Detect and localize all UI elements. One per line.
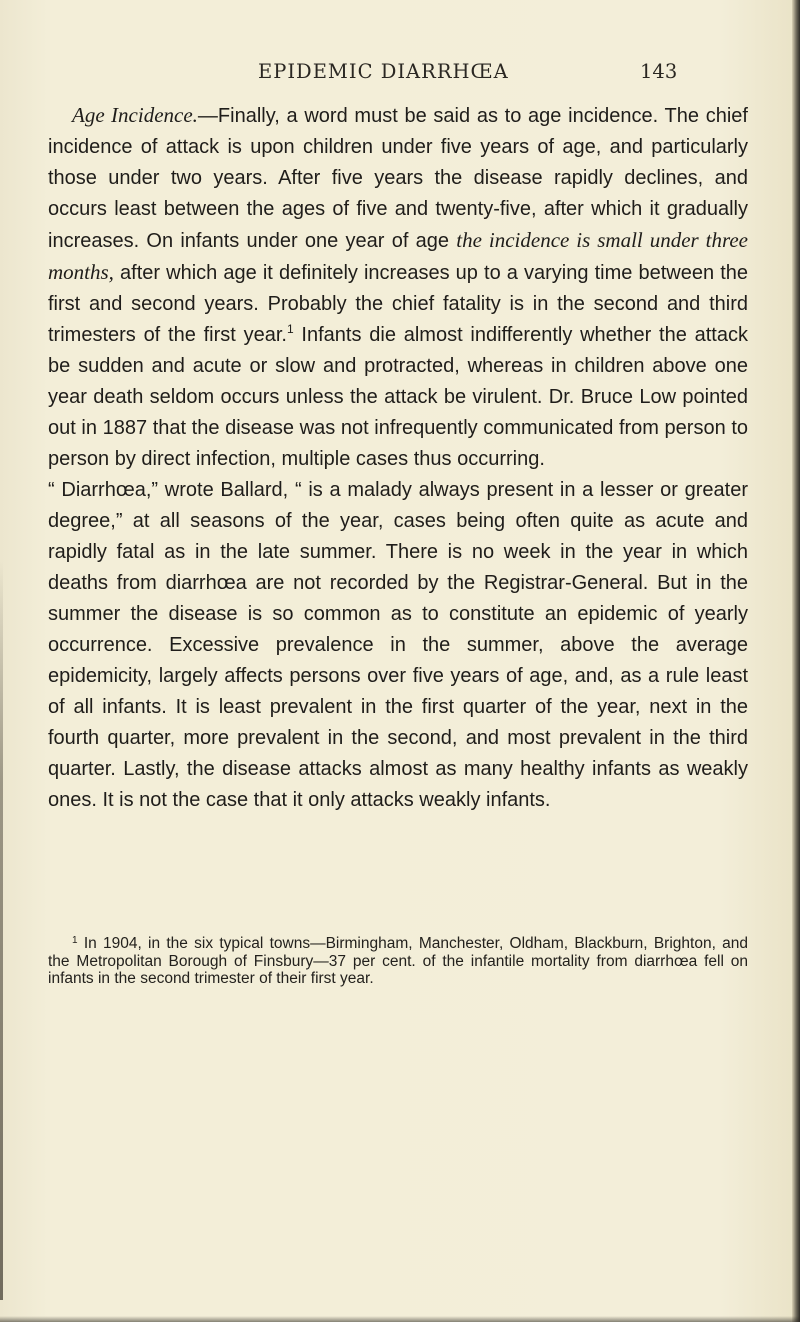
footnote: [48, 935, 748, 988]
page-left-shadow: [0, 560, 3, 1300]
paragraph-text: after which age it definitely increases up to a varying time between the first and second years. Probably the chief fatality is in the second and third trimesters of the first year.: [48, 262, 748, 346]
running-title: EPIDEMIC DIARRHŒA: [258, 60, 509, 83]
running-header: [0, 60, 800, 90]
page-number: 143: [640, 60, 678, 83]
footnote-text: In 1904, in the six typical towns—Birmingham, Manchester, Oldham, Blackburn, Brighton, and the Metropolitan Borough of Finsbury—37 per cent. of the infantile mortality from diarrhœa fell on infants in the second trimester of their first year.: [48, 935, 748, 987]
body-text: [48, 100, 748, 816]
emphasized-phrase: the incidence is small under three months,: [48, 228, 749, 284]
page-bottom-shadow: [0, 1316, 800, 1322]
paragraph-text: Infants die almost indifferently whether the attack be sudden and acute or slow and protracted, whereas in children above one year death seldom occurs unless the attack be virulent. Dr. Bruce Low pointed out in 1887 that the disease was not infrequently communicated from person to person by direct infection, multiple cases thus occurring.: [48, 324, 748, 470]
section-heading: Age Incidence.: [72, 103, 198, 127]
page-right-edge: [792, 0, 800, 1322]
footnote-mark: 1: [72, 935, 78, 946]
paragraph-age-incidence: [48, 100, 748, 475]
paragraph-text: —Finally, a word must be said as to age incidence. The chief incidence of attack is upon children under five years of age, and particularly those under two years. After five years the disease rapidly declines, and occurs least between the ages of five and twenty-five, after which it gradually increases. On infants under one year of age: [48, 105, 748, 252]
paragraph-ballard-quote: “ Diarrhœa,” wrote Ballard, “ is a malady always present in a lesser or greater degree,” at all seasons of the year, cases being often quite as acute and rapidly fatal as in the late summer. There is no week in the year in which deaths from diarrhœa are not recorded by the Registrar-General. But in the summer the disease is so common as to constitute an epidemic of yearly occurrence. Excessive prevalence in the summer, above the average epidemicity, largely affects persons over five years of age, and, as a rule least of all infants. It is least prevalent in the first quarter of the year, next in the fourth quarter, more prevalent in the second, and most prevalent in the third quarter. Lastly, the disease attacks almost as many healthy infants as weakly ones. It is not the case that it only attacks weakly infants.: [48, 479, 748, 811]
footnote-reference: 1: [286, 322, 294, 336]
